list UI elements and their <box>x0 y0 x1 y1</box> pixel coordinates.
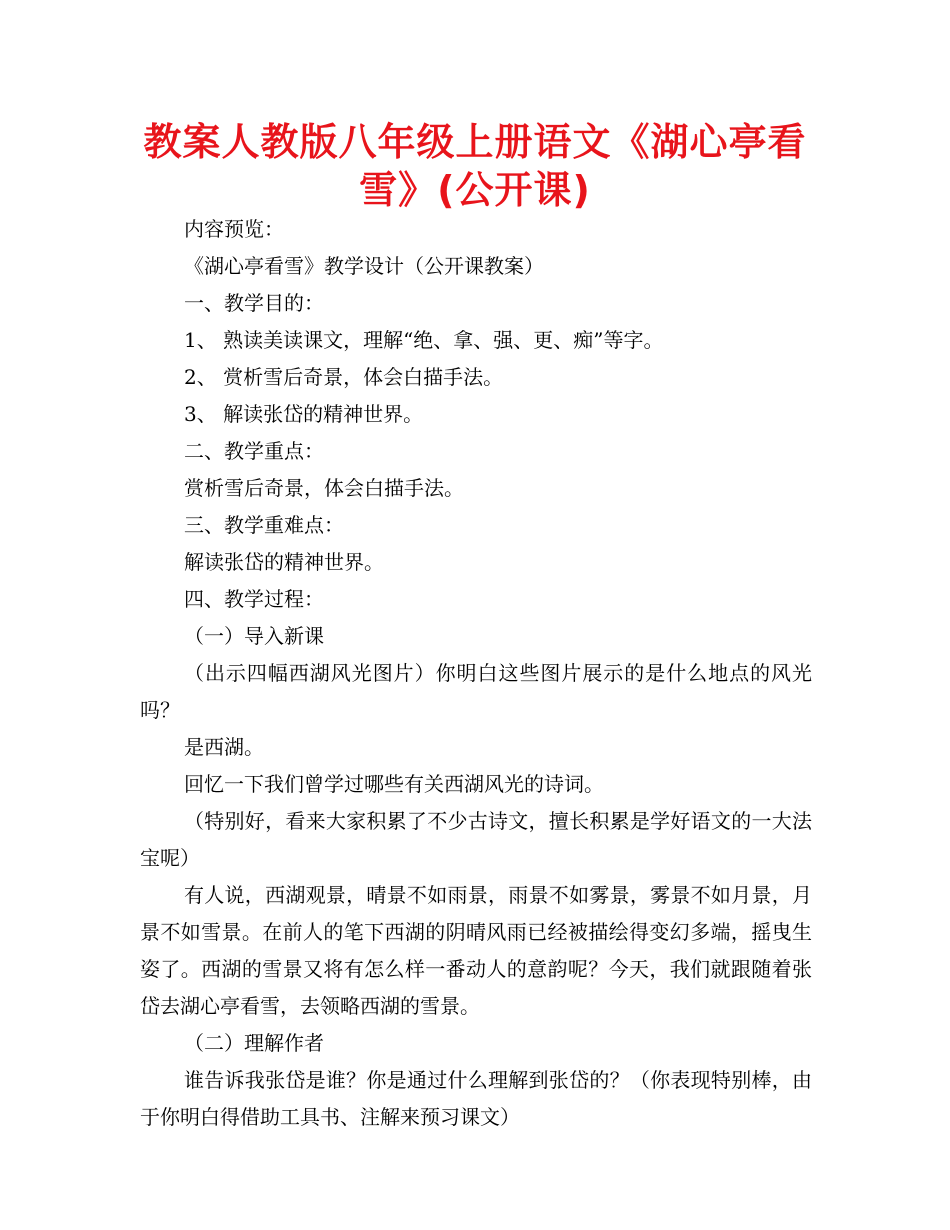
subsection-heading-intro: （一）导入新课 <box>184 624 324 648</box>
document-body <box>140 211 812 1136</box>
section-heading-objectives: 一、教学目的： <box>184 291 324 315</box>
subsection-heading-author: （二）理解作者 <box>184 1031 324 1055</box>
paragraph-recall: 回忆一下我们曾学过哪些有关西湖风光的诗词。 <box>184 772 604 796</box>
document-title: 教案人教版八年级上册语文《湖心亭看雪》(公开课) <box>143 120 807 212</box>
paragraph-pictures: （出示四幅西湖风光图片）你明白这些图片展示的是什么地点的风光吗？ <box>140 661 812 722</box>
difficulties-text: 解读张岱的精神世界。 <box>184 550 384 574</box>
paragraph-praise: （特别好，看来大家积累了不少古诗文，擅长积累是学好语文的一大法宝呢） <box>140 809 812 870</box>
paragraph-answer: 是西湖。 <box>184 735 264 759</box>
preview-label: 内容预览： <box>184 217 284 241</box>
section-heading-difficulties: 三、教学重难点： <box>184 513 344 537</box>
objective-item-3: 3、 解读张岱的精神世界。 <box>184 402 424 426</box>
key-points-text: 赏析雪后奇景，体会白描手法。 <box>184 476 464 500</box>
lesson-design-heading: 《湖心亭看雪》教学设计（公开课教案） <box>184 254 544 278</box>
section-heading-key-points: 二、教学重点： <box>184 439 324 463</box>
paragraph-author-question: 谁告诉我张岱是谁？你是通过什么理解到张岱的？（你表现特别棒，由于你明白得借助工具书、注解来预习课文） <box>140 1068 812 1129</box>
section-heading-process: 四、教学过程： <box>184 587 324 611</box>
paragraph-west-lake-views: 有人说，西湖观景，晴景不如雨景，雨景不如雾景，雾景不如月景，月景不如雪景。在前人的笔下西湖的阴晴风雨已经被描绘得变幻多端，摇曳生姿了。西湖的雪景又将有怎么样一番动人的意韵呢？今天，我们就跟随着张岱去湖心亭看雪，去领略西湖的雪景。 <box>140 883 812 1018</box>
objective-item-1: 1、 熟读美读课文，理解“绝、拿、强、更、痴”等字。 <box>184 328 664 352</box>
objective-item-2: 2、 赏析雪后奇景，体会白描手法。 <box>184 365 504 389</box>
